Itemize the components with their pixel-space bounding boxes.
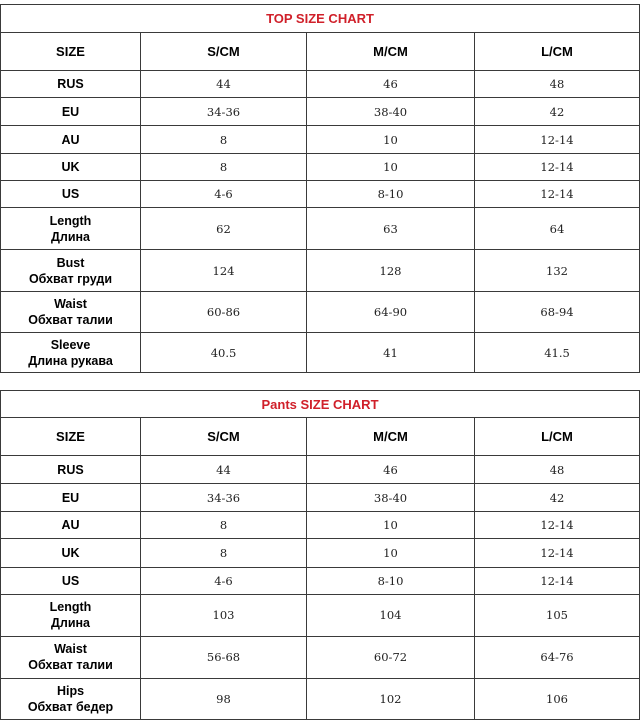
- row-label-line-ru: Обхват талии: [28, 313, 113, 327]
- cell-s: 8: [141, 126, 307, 154]
- cell-l: 48: [475, 456, 640, 484]
- top-chart-title: TOP SIZE CHART: [1, 5, 640, 33]
- cell-s: 34-36: [141, 484, 307, 512]
- row-label: [1, 567, 141, 594]
- cell-l: 68-94: [475, 292, 640, 333]
- cell-s: 103: [141, 594, 307, 636]
- cell-m: 8-10: [307, 181, 475, 208]
- header-m: M/CM: [307, 33, 475, 71]
- cell-s: 34-36: [141, 98, 307, 126]
- row-label: [1, 333, 141, 373]
- table-row: [1, 154, 640, 181]
- top-header-row: [1, 33, 640, 71]
- cell-s: 8: [141, 512, 307, 539]
- table-row: [1, 678, 640, 719]
- row-label-line: RUS: [57, 77, 84, 91]
- cell-l: 105: [475, 594, 640, 636]
- row-label-line: UK: [61, 160, 80, 174]
- row-label-line-ru: Длина: [50, 229, 91, 244]
- row-label-line-ru: Обхват бедер: [27, 699, 114, 714]
- cell-m: 41: [307, 333, 475, 373]
- header-s: S/CM: [141, 33, 307, 71]
- row-label: [1, 154, 141, 181]
- row-label-line: US: [61, 573, 80, 588]
- cell-s: 4-6: [141, 181, 307, 208]
- row-label-line: Length: [49, 600, 92, 615]
- cell-m: 46: [307, 456, 475, 484]
- cell-m: 60-72: [307, 636, 475, 678]
- row-label-line: Waist: [54, 297, 87, 311]
- top-size-chart-body: [1, 5, 640, 373]
- cell-s: 124: [141, 250, 307, 292]
- cell-m: 10: [307, 512, 475, 539]
- cell-l: 41.5: [475, 333, 640, 373]
- cell-m: 38-40: [307, 98, 475, 126]
- pants-chart-title: Pants SIZE CHART: [1, 391, 640, 418]
- row-label: [1, 98, 141, 126]
- row-label-line-ru: Обхват груди: [28, 271, 113, 286]
- cell-m: 128: [307, 250, 475, 292]
- row-label-line: Sleeve: [50, 337, 91, 352]
- pants-size-chart-body: [1, 391, 640, 720]
- row-label: [1, 484, 141, 512]
- top-size-chart-table: [0, 4, 640, 373]
- row-label-line: AU: [61, 518, 80, 533]
- table-row: [1, 512, 640, 539]
- cell-m: 46: [307, 71, 475, 98]
- cell-s: 4-6: [141, 567, 307, 594]
- cell-l: 64-76: [475, 636, 640, 678]
- row-label-line-ru: Длина рукава: [28, 353, 113, 368]
- row-label: [1, 208, 141, 250]
- cell-m: 8-10: [307, 567, 475, 594]
- row-label-line: Hips: [56, 683, 85, 698]
- table-row: [1, 539, 640, 567]
- row-label: [1, 512, 141, 539]
- cell-l: 42: [475, 98, 640, 126]
- cell-s: 8: [141, 539, 307, 567]
- table-row: [1, 71, 640, 98]
- cell-s: 8: [141, 154, 307, 181]
- row-label: [1, 292, 141, 333]
- cell-s: 40.5: [141, 333, 307, 373]
- cell-m: 10: [307, 154, 475, 181]
- row-label-line: Length: [49, 213, 92, 228]
- cell-m: 104: [307, 594, 475, 636]
- row-label-line: RUS: [57, 462, 84, 477]
- cell-m: 10: [307, 126, 475, 154]
- row-label: [1, 71, 141, 98]
- row-label-line-ru: Обхват талии: [28, 658, 113, 673]
- table-row: [1, 333, 640, 373]
- row-label: [1, 181, 141, 208]
- row-label-line: EU: [61, 104, 80, 119]
- cell-s: 44: [141, 456, 307, 484]
- cell-l: 106: [475, 678, 640, 719]
- header-size: SIZE: [1, 33, 141, 71]
- pants-size-chart-table: [0, 390, 640, 720]
- pants-header-row: [1, 418, 640, 456]
- header-s: S/CM: [141, 418, 307, 456]
- cell-l: 12-14: [475, 539, 640, 567]
- table-row: [1, 126, 640, 154]
- row-label: [1, 636, 141, 678]
- header-l: L/CM: [475, 418, 640, 456]
- table-row: [1, 250, 640, 292]
- table-row: [1, 292, 640, 333]
- cell-m: 63: [307, 208, 475, 250]
- cell-m: 64-90: [307, 292, 475, 333]
- cell-m: 38-40: [307, 484, 475, 512]
- header-size: SIZE: [1, 418, 141, 456]
- row-label: [1, 456, 141, 484]
- cell-l: 64: [475, 208, 640, 250]
- row-label-line: Waist: [54, 642, 87, 657]
- row-label-line-ru: Длина: [50, 616, 91, 631]
- row-label: [1, 678, 141, 719]
- row-label-line: US: [61, 187, 80, 201]
- table-row: [1, 181, 640, 208]
- cell-l: 12-14: [475, 181, 640, 208]
- cell-l: 12-14: [475, 126, 640, 154]
- table-row: [1, 208, 640, 250]
- cell-s: 62: [141, 208, 307, 250]
- table-row: [1, 636, 640, 678]
- table-row: [1, 98, 640, 126]
- row-label: [1, 594, 141, 636]
- cell-s: 44: [141, 71, 307, 98]
- table-row: [1, 456, 640, 484]
- pants-title-row: [1, 391, 640, 418]
- cell-l: 48: [475, 71, 640, 98]
- table-row: [1, 594, 640, 636]
- cell-l: 42: [475, 484, 640, 512]
- cell-l: 12-14: [475, 567, 640, 594]
- row-label-line: Bust: [56, 255, 85, 270]
- row-label: [1, 539, 141, 567]
- header-l: L/CM: [475, 33, 640, 71]
- row-label-line: UK: [61, 545, 80, 560]
- cell-m: 10: [307, 539, 475, 567]
- cell-s: 56-68: [141, 636, 307, 678]
- row-label-line: EU: [61, 490, 80, 505]
- cell-m: 102: [307, 678, 475, 719]
- row-label-line: AU: [61, 132, 80, 147]
- top-title-row: [1, 5, 640, 33]
- row-label: [1, 250, 141, 292]
- cell-l: 12-14: [475, 512, 640, 539]
- cell-l: 12-14: [475, 154, 640, 181]
- cell-s: 60-86: [141, 292, 307, 333]
- cell-l: 132: [475, 250, 640, 292]
- header-m: M/CM: [307, 418, 475, 456]
- cell-s: 98: [141, 678, 307, 719]
- row-label: [1, 126, 141, 154]
- table-row: [1, 567, 640, 594]
- table-row: [1, 484, 640, 512]
